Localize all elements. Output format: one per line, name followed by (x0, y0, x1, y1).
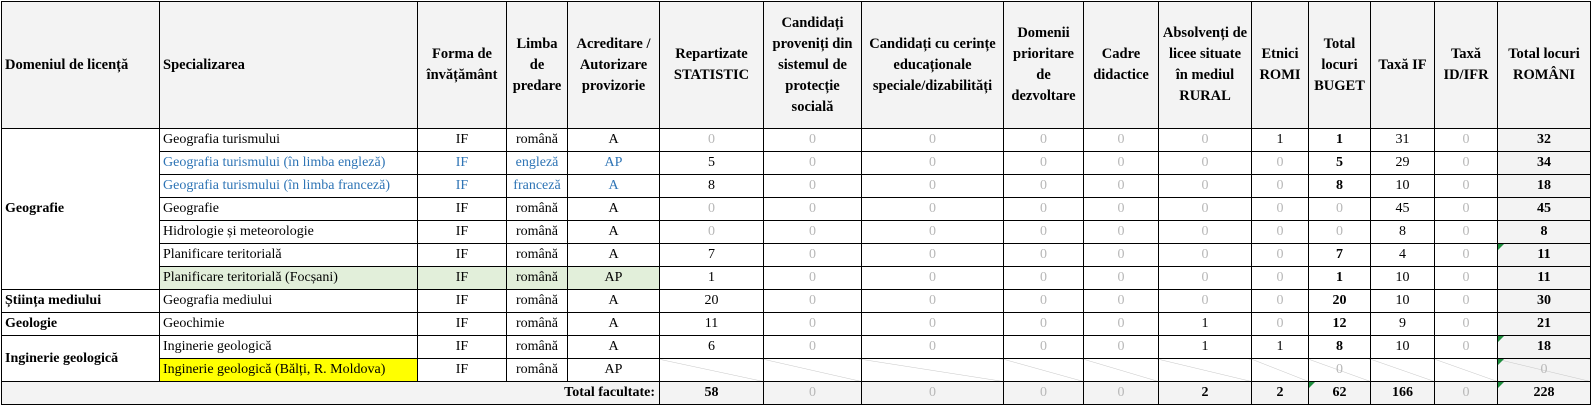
domain-geografie: Geografie (2, 129, 160, 290)
cell-cadre: 0 (1084, 129, 1159, 152)
cell-protectie: 0 (764, 175, 862, 198)
cell-taxa-if: 10 (1371, 175, 1435, 198)
cell-total-romani: 21 (1498, 313, 1591, 336)
table-row (2, 221, 1591, 244)
table-row (2, 336, 1591, 359)
cell-forma: IF (418, 198, 507, 221)
cell-taxa-if: 29 (1371, 152, 1435, 175)
cell-romi: 0 (1252, 267, 1309, 290)
table-row (2, 290, 1591, 313)
cell-specializare: Geografia turismului (în limba franceză) (160, 175, 418, 198)
total-romani: 228 (1498, 382, 1591, 405)
cell-romi: 0 (1252, 221, 1309, 244)
cell-cerinte-empty (862, 359, 1004, 382)
cell-forma: IF (418, 313, 507, 336)
cell-rural: 1 (1159, 336, 1252, 359)
cell-forma: IF (418, 221, 507, 244)
cell-rural: 0 (1159, 267, 1252, 290)
cell-specializare: Geografia mediului (160, 290, 418, 313)
cell-repartizate: 20 (660, 290, 764, 313)
cell-taxa-if: 10 (1371, 290, 1435, 313)
table-row (2, 313, 1591, 336)
cell-limba: română (507, 290, 568, 313)
cell-cerinte: 0 (862, 244, 1004, 267)
table-row (2, 175, 1591, 198)
cell-limba: engleză (507, 152, 568, 175)
header-repartizate: Repartizate STATISTIC (660, 2, 764, 129)
header-acreditare: Acreditare / Autorizare provizorie (568, 2, 660, 129)
header-romi: Etnici ROMI (1252, 2, 1309, 129)
total-taxa-id: 0 (1435, 382, 1498, 405)
cell-buget: 0 (1309, 359, 1371, 382)
total-repartizate: 58 (660, 382, 764, 405)
cell-domenii: 0 (1004, 244, 1084, 267)
cell-buget: 8 (1309, 336, 1371, 359)
header-domenii: Domenii prioritare de dezvoltare (1004, 2, 1084, 129)
cell-specializare: Inginerie geologică (160, 336, 418, 359)
cell-rural: 0 (1159, 221, 1252, 244)
header-cadre: Cadre didactice (1084, 2, 1159, 129)
cell-taxa-id: 0 (1435, 267, 1498, 290)
cell-specializare: Planificare teritorială (160, 244, 418, 267)
cell-repartizate: 0 (660, 198, 764, 221)
cell-domenii: 0 (1004, 313, 1084, 336)
cell-specializare: Hidrologie și meteorologie (160, 221, 418, 244)
total-cadre: 0 (1084, 382, 1159, 405)
cell-taxa-if: 4 (1371, 244, 1435, 267)
total-row (2, 382, 1591, 405)
cell-taxa-if: 10 (1371, 267, 1435, 290)
header-specializare: Specializarea (160, 2, 418, 129)
cell-rural: 0 (1159, 175, 1252, 198)
header-forma: Forma de învățământ (418, 2, 507, 129)
cell-cadre: 0 (1084, 313, 1159, 336)
cell-limba: română (507, 244, 568, 267)
cell-buget: 1 (1309, 129, 1371, 152)
cell-romi: 0 (1252, 313, 1309, 336)
cell-acreditare: A (568, 336, 660, 359)
cell-protectie: 0 (764, 129, 862, 152)
cell-romi: 1 (1252, 129, 1309, 152)
cell-repartizate-empty (660, 359, 764, 382)
cell-acreditare: A (568, 129, 660, 152)
cell-taxa-if: 8 (1371, 221, 1435, 244)
cell-domenii: 0 (1004, 129, 1084, 152)
cell-repartizate: 6 (660, 336, 764, 359)
cell-acreditare: A (568, 221, 660, 244)
cell-buget: 8 (1309, 175, 1371, 198)
cell-taxa-id: 0 (1435, 244, 1498, 267)
cell-taxa-id: 0 (1435, 198, 1498, 221)
cell-limba: română (507, 267, 568, 290)
total-domenii: 0 (1004, 382, 1084, 405)
cell-cerinte: 0 (862, 129, 1004, 152)
cell-protectie: 0 (764, 290, 862, 313)
cell-domenii: 0 (1004, 267, 1084, 290)
cell-cerinte: 0 (862, 313, 1004, 336)
cell-rural: 0 (1159, 198, 1252, 221)
cell-protectie: 0 (764, 221, 862, 244)
cell-cadre: 0 (1084, 267, 1159, 290)
header-taxa-id: Taxă ID/IFR (1435, 2, 1498, 129)
cell-protectie: 0 (764, 198, 862, 221)
cell-protectie: 0 (764, 267, 862, 290)
cell-cadre: 0 (1084, 198, 1159, 221)
cell-limba: franceză (507, 175, 568, 198)
cell-total-romani: 45 (1498, 198, 1591, 221)
cell-domenii: 0 (1004, 175, 1084, 198)
header-protectie: Candidați proveniți din sistemul de protecție socială (764, 2, 862, 129)
cell-taxa-id: 0 (1435, 129, 1498, 152)
cell-total-romani: 11 (1498, 244, 1591, 267)
cell-forma: IF (418, 359, 507, 382)
table-row (2, 359, 1591, 382)
cell-limba: română (507, 313, 568, 336)
cell-cadre: 0 (1084, 244, 1159, 267)
cell-forma: IF (418, 152, 507, 175)
header-row (2, 2, 1591, 129)
cell-romi: 0 (1252, 152, 1309, 175)
cell-forma: IF (418, 175, 507, 198)
cell-domenii: 0 (1004, 290, 1084, 313)
cell-acreditare: AP (568, 152, 660, 175)
cell-cerinte: 0 (862, 221, 1004, 244)
cell-specializare: Geografia turismului (în limba engleză) (160, 152, 418, 175)
cell-cerinte: 0 (862, 267, 1004, 290)
cell-taxa-if: 31 (1371, 129, 1435, 152)
cell-specializare: Inginerie geologică (Bălți, R. Moldova) (160, 359, 418, 382)
cell-romi: 0 (1252, 198, 1309, 221)
cell-domenii: 0 (1004, 198, 1084, 221)
cell-specializare: Planificare teritorială (Focșani) (160, 267, 418, 290)
cell-cadre: 0 (1084, 290, 1159, 313)
cell-cerinte: 0 (862, 336, 1004, 359)
cell-total-romani: 18 (1498, 336, 1591, 359)
cell-acreditare: A (568, 175, 660, 198)
cell-rural: 0 (1159, 290, 1252, 313)
cell-taxa-id: 0 (1435, 290, 1498, 313)
cell-cerinte: 0 (862, 175, 1004, 198)
cell-rural-empty (1159, 359, 1252, 382)
cell-taxa-id-empty (1435, 359, 1498, 382)
cell-romi: 0 (1252, 175, 1309, 198)
total-buget: 62 (1309, 382, 1371, 405)
header-buget: Total locuri BUGET (1309, 2, 1371, 129)
cell-forma: IF (418, 129, 507, 152)
cell-cadre-empty (1084, 359, 1159, 382)
total-cerinte: 0 (862, 382, 1004, 405)
header-cerinte: Candidați cu cerințe educaționale speciale/dizabilități (862, 2, 1004, 129)
cell-rural: 0 (1159, 129, 1252, 152)
cell-repartizate: 5 (660, 152, 764, 175)
cell-taxa-if: 10 (1371, 336, 1435, 359)
table-row (2, 198, 1591, 221)
total-label: Total facultate: (2, 382, 660, 405)
total-romi: 2 (1252, 382, 1309, 405)
header-limba: Limba de predare (507, 2, 568, 129)
cell-specializare: Geografie (160, 198, 418, 221)
cell-romi: 0 (1252, 244, 1309, 267)
cell-domenii-empty (1004, 359, 1084, 382)
cell-buget: 12 (1309, 313, 1371, 336)
table-row (2, 152, 1591, 175)
cell-buget: 7 (1309, 244, 1371, 267)
cell-repartizate: 1 (660, 267, 764, 290)
cell-buget: 0 (1309, 198, 1371, 221)
cell-romi-empty (1252, 359, 1309, 382)
cell-acreditare: AP (568, 359, 660, 382)
domain-inginerie-geologica: Inginerie geologică (2, 336, 160, 382)
table-row (2, 244, 1591, 267)
cell-total-romani: 11 (1498, 267, 1591, 290)
cell-cerinte: 0 (862, 290, 1004, 313)
cell-repartizate: 11 (660, 313, 764, 336)
header-taxa-if: Taxă IF (1371, 2, 1435, 129)
cell-cadre: 0 (1084, 221, 1159, 244)
cell-limba: română (507, 129, 568, 152)
table-row (2, 267, 1591, 290)
cell-buget: 1 (1309, 267, 1371, 290)
admission-table (1, 1, 1591, 405)
cell-buget: 0 (1309, 221, 1371, 244)
cell-acreditare: A (568, 290, 660, 313)
cell-taxa-id: 0 (1435, 221, 1498, 244)
cell-cadre: 0 (1084, 336, 1159, 359)
cell-taxa-id: 0 (1435, 152, 1498, 175)
cell-forma: IF (418, 244, 507, 267)
header-domeniu: Domeniul de licență (2, 2, 160, 129)
cell-protectie: 0 (764, 152, 862, 175)
cell-limba: română (507, 359, 568, 382)
table-row (2, 129, 1591, 152)
cell-cadre: 0 (1084, 175, 1159, 198)
cell-total-romani: 34 (1498, 152, 1591, 175)
cell-limba: română (507, 221, 568, 244)
cell-specializare: Geochimie (160, 313, 418, 336)
cell-domenii: 0 (1004, 152, 1084, 175)
cell-taxa-if-empty (1371, 359, 1435, 382)
total-rural: 2 (1159, 382, 1252, 405)
cell-buget: 5 (1309, 152, 1371, 175)
cell-protectie-empty (764, 359, 862, 382)
cell-domenii: 0 (1004, 336, 1084, 359)
cell-acreditare: A (568, 313, 660, 336)
cell-repartizate: 0 (660, 221, 764, 244)
header-total-romani: Total locuri ROMÂNI (1498, 2, 1591, 129)
cell-acreditare: AP (568, 267, 660, 290)
header-rural: Absolvenți de licee situate în mediul RURAL (1159, 2, 1252, 129)
cell-protectie: 0 (764, 244, 862, 267)
total-protectie: 0 (764, 382, 862, 405)
cell-domenii: 0 (1004, 221, 1084, 244)
cell-total-romani: 30 (1498, 290, 1591, 313)
domain-stiinta-mediului: Știința mediului (2, 290, 160, 313)
cell-rural: 0 (1159, 244, 1252, 267)
cell-forma: IF (418, 267, 507, 290)
cell-acreditare: A (568, 244, 660, 267)
cell-repartizate: 0 (660, 129, 764, 152)
cell-total-romani: 0 (1498, 359, 1591, 382)
domain-geologie: Geologie (2, 313, 160, 336)
cell-rural: 0 (1159, 152, 1252, 175)
cell-limba: română (507, 198, 568, 221)
cell-taxa-id: 0 (1435, 175, 1498, 198)
cell-taxa-id: 0 (1435, 313, 1498, 336)
cell-acreditare: A (568, 198, 660, 221)
cell-romi: 1 (1252, 336, 1309, 359)
cell-protectie: 0 (764, 336, 862, 359)
cell-total-romani: 18 (1498, 175, 1591, 198)
cell-cerinte: 0 (862, 198, 1004, 221)
cell-romi: 0 (1252, 290, 1309, 313)
cell-total-romani: 32 (1498, 129, 1591, 152)
cell-repartizate: 7 (660, 244, 764, 267)
cell-taxa-if: 9 (1371, 313, 1435, 336)
total-taxa-if: 166 (1371, 382, 1435, 405)
cell-repartizate: 8 (660, 175, 764, 198)
cell-forma: IF (418, 336, 507, 359)
cell-specializare: Geografia turismului (160, 129, 418, 152)
cell-total-romani: 8 (1498, 221, 1591, 244)
cell-forma: IF (418, 290, 507, 313)
cell-taxa-if: 45 (1371, 198, 1435, 221)
cell-buget: 20 (1309, 290, 1371, 313)
cell-protectie: 0 (764, 313, 862, 336)
cell-cadre: 0 (1084, 152, 1159, 175)
cell-taxa-id: 0 (1435, 336, 1498, 359)
cell-rural: 1 (1159, 313, 1252, 336)
cell-limba: română (507, 336, 568, 359)
cell-cerinte: 0 (862, 152, 1004, 175)
